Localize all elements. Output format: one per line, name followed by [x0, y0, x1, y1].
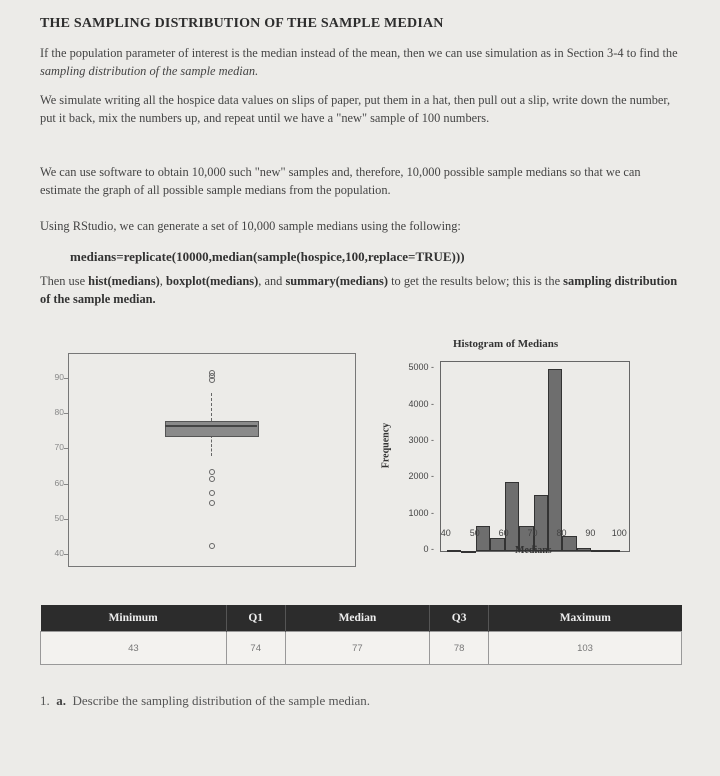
intro-text: If the population parameter of interest is the median instead of the mean, then we can use simulation as in Section 3-4 to find the — [40, 46, 678, 60]
histogram-bar — [577, 548, 591, 551]
r-code-line: medians=replicate(10000,median(sample(hospice,100,replace=TRUE))) — [70, 249, 465, 264]
boxplot-y-tick-mark — [64, 413, 68, 414]
boxplot-lower-whisker — [211, 435, 212, 456]
simulation-paragraph: We simulate writing all the hospice data values on slips of paper, put them in a hat, then pull out a slip, write down the number, put it back, mix the numbers up, and repeat until we have a "new" sample of 100 numbers. — [40, 93, 671, 125]
histogram-bar — [505, 482, 519, 551]
value-q3: 78 — [430, 632, 489, 665]
histogram-x-tick-label: 100 — [611, 528, 627, 538]
boxplot-y-tick-label: 40 — [54, 548, 64, 559]
boxplot-outlier-point — [209, 370, 215, 376]
histogram-x-tick-label: 80 — [556, 528, 567, 538]
boxplot-outlier-point — [209, 490, 215, 496]
results-text-2: , — [159, 274, 166, 288]
boxplot-y-tick-label: 80 — [54, 407, 64, 418]
histogram-bar — [461, 551, 475, 553]
section-title: THE SAMPLING DISTRIBUTION OF THE SAMPLE MEDIAN — [40, 16, 444, 31]
boxplot-outlier-point — [209, 469, 215, 475]
boxplot-outlier-point — [209, 543, 215, 549]
boxplot-outlier-point — [209, 476, 215, 482]
histogram-bar — [447, 550, 461, 552]
histogram-y-tick-label: 3000 - — [408, 434, 434, 445]
histogram-y-tick-label: 5000 - — [408, 362, 434, 373]
summary-header-row — [41, 605, 682, 632]
histogram-y-tick-label: 4000 - — [408, 398, 434, 409]
intro-paragraph — [40, 44, 680, 80]
results-emphasis: sampling distribution of the sample median. — [40, 274, 678, 306]
boxplot-y-tick-label: 90 — [54, 371, 64, 382]
results-text-1: Then use — [40, 274, 89, 288]
boxplot-y-tick-mark — [64, 519, 68, 520]
boxplot-y-tick-mark — [64, 448, 68, 449]
histogram-x-tick-label: 60 — [498, 528, 509, 538]
histogram-y-tick-label: 2000 - — [408, 471, 434, 482]
header-median: Median — [285, 605, 430, 632]
question-letter: a. — [56, 693, 66, 708]
histogram-bar — [534, 495, 548, 551]
results-text-3: , and — [258, 274, 286, 288]
histogram-bar — [591, 550, 605, 552]
histogram-title: Histogram of Medians — [453, 338, 559, 350]
summary-table — [40, 605, 682, 665]
histogram-y-tick-label: 0 - — [423, 544, 434, 554]
histogram-x-label: Medians — [515, 545, 552, 556]
histogram-y-tick-label: 1000 - — [408, 507, 434, 518]
intro-emphasis: sampling distribution of the sample median. — [40, 64, 259, 78]
histogram-bar — [490, 538, 504, 551]
boxplot-frame — [68, 353, 356, 567]
boxplot-upper-whisker — [211, 393, 212, 421]
histogram-x-tick-label: 90 — [585, 528, 596, 538]
summary-value-row — [41, 632, 682, 665]
histogram-y-label: Frequency — [380, 422, 392, 469]
boxplot-y-tick-label: 50 — [54, 513, 64, 524]
histogram-frame — [440, 361, 630, 552]
value-q1: 74 — [226, 632, 285, 665]
histogram-x-tick-label: 50 — [469, 528, 480, 538]
boxplot-chart — [38, 347, 358, 572]
boxplot-y-tick-label: 60 — [54, 477, 64, 488]
histogram-chart — [360, 330, 690, 580]
question-number: 1. — [40, 693, 50, 708]
histogram-bar — [606, 550, 620, 552]
header-minimum: Minimum — [41, 605, 227, 632]
value-maximum: 103 — [489, 632, 682, 665]
boxplot-box — [165, 421, 259, 437]
histogram-bar — [562, 536, 576, 551]
boxplot-median-line — [165, 425, 257, 427]
boxplot-outlier-point — [209, 500, 215, 506]
boxplot-y-tick-mark — [64, 554, 68, 555]
results-paragraph — [40, 272, 680, 308]
header-q3: Q3 — [430, 605, 489, 632]
exercise-question — [40, 693, 370, 709]
boxplot-command: boxplot(medians) — [165, 274, 259, 288]
header-q1: Q1 — [226, 605, 285, 632]
boxplot-y-tick-mark — [64, 378, 68, 379]
value-median: 77 — [285, 632, 430, 665]
histogram-bar — [548, 369, 562, 551]
software-paragraph: We can use software to obtain 10,000 such "new" samples and, therefore, 10,000 possible sample medians so that we can estimate the graph of all possible sample medians from the population. — [40, 165, 641, 197]
hist-command: hist(medians) — [88, 274, 160, 288]
header-maximum: Maximum — [489, 605, 682, 632]
results-text-4: to get the results below; this is the — [388, 274, 564, 288]
rstudio-paragraph: Using RStudio, we can generate a set of 10,000 sample medians using the following: — [40, 219, 461, 233]
histogram-x-tick-label: 70 — [527, 528, 538, 538]
boxplot-y-tick-mark — [64, 484, 68, 485]
value-minimum: 43 — [41, 632, 227, 665]
question-text: Describe the sampling distribution of the sample median. — [72, 693, 370, 708]
histogram-x-tick-label: 40 — [440, 528, 451, 538]
boxplot-y-tick-label: 70 — [54, 442, 64, 453]
summary-command: summary(medians) — [285, 274, 388, 288]
